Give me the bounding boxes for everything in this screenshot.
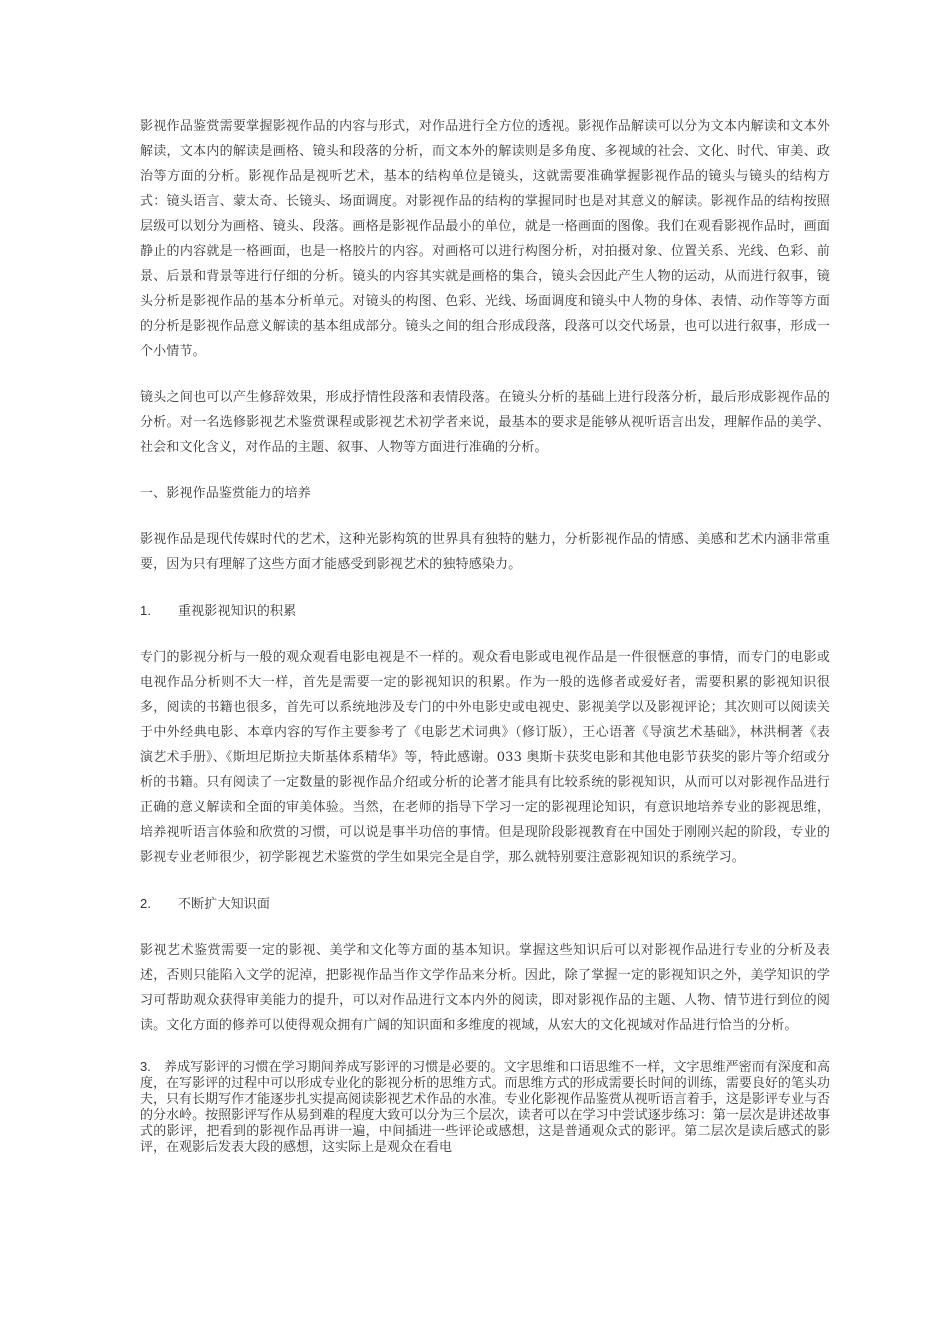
paragraph-film-art: 影视作品是现代传媒时代的艺术，这种光影构筑的世界具有独特的魅力，分析影视作品的情感、美感和艺术内涵非常重要，因为只有理解了这些方面才能感受到影视艺术的独特感染力。 — [140, 532, 830, 572]
paragraph-intro: 影视作品鉴赏需要掌握影视作品的内容与形式，对作品进行全方位的透视。影视作品解读可以分为文本内解读和文本外解读，文本内的解读是画格、镜头和段落的分析，而文本外的解读则是多角度、多视域的社会、文化、时代、审美、政治等方面的分析。影视作品是视听艺术，基本的结构单位是镜头，这就需要准确掌握影视作品的镜头与镜头的结构方式：镜头语言、蒙太奇、长镜头、场面调度。对影视作品的结构的掌握同时也是对其意义的解读。影视作品的结构按照层级可以划分为画格、镜头、段落。画格是影视作品最小的单位，就是一格画面的图像。我们在观看影视作品时，画面静止的内容就是一格画面，也是一格胶片的内容。对画格可以进行构图分析，对拍摄对象、位置关系、光线、色彩、前景、后景和背景等进行仔细的分析。镜头的内容其实就是画格的集合，镜头会因此产生人物的运动，从而进行叙事，镜头分析是影视作品的基本分析单元。对镜头的构图、色彩、光线、场面调度和镜头中人物的身体、表情、动作等等方面的分析是影视作品意义解读的基本组成部分。镜头之间的组合形成段落，段落可以交代场景，也可以进行叙事，形成一个小情节。 — [140, 119, 830, 359]
document-body — [140, 114, 830, 1156]
subsection-number: 2. — [140, 896, 152, 911]
paragraph-broaden: 影视艺术鉴赏需要一定的影视、美学和文化等方面的基本知识。掌握这些知识后可以对影视作品进行专业的分析及表述，否则只能陷入文学的泥淖，把影视作品当作文学作品来分析。因此，除了掌握一定的影视知识之外，美学知识的学习可帮助观众获得审美能力的提升，可以对作品进行文本内外的阅读，即对影视作品的主题、人物、情节进行到位的阅读。文化方面的修养可以使得观众拥有广阔的知识面和多维度的视域，从宏大的文化视域对作品进行恰当的分析。 — [140, 943, 830, 1033]
paragraph-knowledge: 专门的影视分析与一般的观众观看电影电视是不一样的。观众看电影或电视作品是一件很惬意的事情，而专门的电影或电视作品分析则不大一样，首先是需要一定的影视知识的积累。作为一般的选修者或爱好者，需要积累的影视知识很多，阅读的书籍也很多，首先可以系统地涉及专门的中外电影史或电视史、影视美学以及影视评论；其次则可以阅读关于中外经典电影、本章内容的写作主要参考了《电影艺术词典》（修订版），王心语著《导演艺术基础》，林洪桐著《表演艺术手册》、《斯坦尼斯拉夫斯基体系精华》等，特此感谢。033 奥斯卡获奖电影和其他电影节获奖的影片等介绍或分析的书籍。只有阅读了一定数量的影视作品介绍或分析的论著才能具有比较系统的影视知识，从而可以对影视作品进行正确的意义解读和全面的审美体验。当然，在老师的指导下学习一定的影视理论知识，有意识地培养专业的影视思维，培养视听语言体验和欣赏的习惯，可以说是事半功倍的事情。但是现阶段影视教育在中国处于刚刚兴起的阶段，专业的影视专业老师很少，初学影视艺术鉴赏的学生如果完全是自学，那么就特别要注意影视知识的系统学习。 — [140, 650, 830, 865]
subsection-number: 3. — [140, 1059, 151, 1074]
subsection-title: 不断扩大知识面 — [178, 897, 271, 912]
paragraph-shot-analysis: 镜头之间也可以产生修辞效果，形成抒情性段落和表情段落。在镜头分析的基础上进行段落分析，最后形成影视作品的分析。对一名选修影视艺术鉴赏课程或影视艺术初学者来说，最基本的要求是能够从视听语言出发，理解作品的美学、社会和文化含义，对作品的主题、叙事、人物等方面进行准确的分析。 — [140, 390, 830, 455]
subsection-heading-1 — [140, 598, 830, 624]
section-heading: 一、影视作品鉴赏能力的培养 — [140, 486, 311, 501]
subsection-heading-2 — [140, 891, 830, 917]
subsection-title: 重视影视知识的积累 — [178, 604, 297, 619]
paragraph-text: 养成写影评的习惯在学习期间养成写影评的习惯是必要的。文字思维和口语思维不一样，文字思维严密而有深度和高度，在写影评的过程中可以形成专业化的影视分析的思维方式。而思维方式的形成需要长时间的训练，需要良好的笔头功夫，只有长期写作才能逐步扎实提高阅读影视艺术作品的水准。专业化影视作品鉴赏从视听语言着手，这是影评专业与否的分水岭。按照影评写作从易到难的程度大致可以分为三个层次，读者可以在学习中尝试逐步练习：第一层次是讲述故事式的影评，把看到的影视作品再讲一遍，中间插进一些评论或感想，这是普通观众式的影评。第二层次是读后感式的影评，在观影后发表大段的感想，这实际上是观众在看电 — [140, 1060, 830, 1155]
paragraph-review-habit — [140, 1059, 830, 1156]
subsection-number: 1. — [140, 603, 152, 618]
